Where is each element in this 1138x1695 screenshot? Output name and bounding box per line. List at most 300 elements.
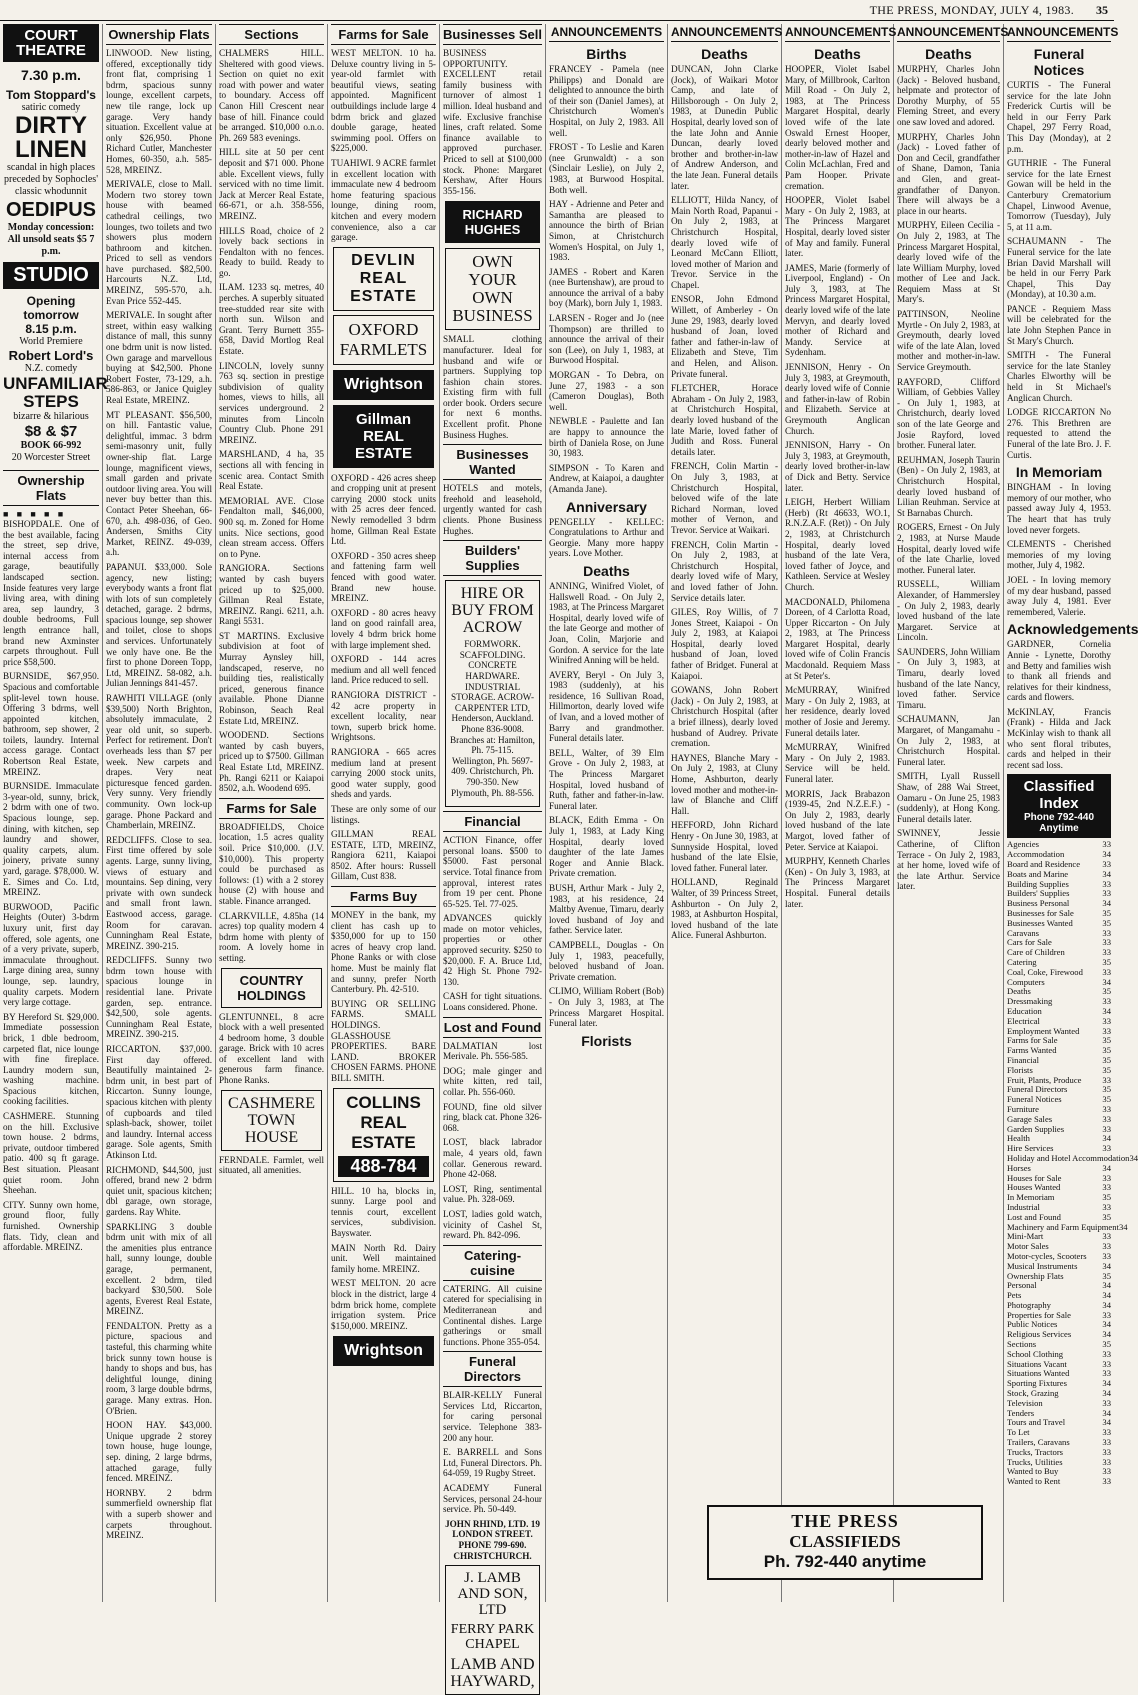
index-entry-label: Computers xyxy=(1007,976,1045,987)
column-7 xyxy=(668,24,782,1602)
death-notice: BUSH, Arthur Mark - July 2, 1983, at his residence, 24 Maltby Avenue, Timaru, dearly loved husband of Joy and father. Service later. xyxy=(549,882,664,936)
index-entry-page: 33 xyxy=(1102,1427,1111,1438)
index-entry-label: Business Personal xyxy=(1007,898,1070,909)
index-entry-label: Coal, Coke, Firewood xyxy=(1007,966,1083,977)
index-entry-page: 34 xyxy=(1118,1221,1128,1232)
listing: ACTION Finance, offer personal loans. $500 to $5000. Fast personal service. Total finance from approval, interest rates from 19 per cent. Phone 65-525. Tel. 77-025. xyxy=(443,835,542,909)
listing: PAPANUI. $33,000. Sole agency, new listing; everybody wants a front flat with lots of sun completely detached, garage. 2 bdrms, spacious lounge, sep shower and toilet, close to shops and services. Unfortunately we only have one. Be the first to phone Doreen Topp, Ltd, MREINZ. 58-082, a.h. Julian Jennings 841-457. xyxy=(106,561,212,689)
index-entry-label: Sections xyxy=(1007,1339,1037,1350)
index-entry-label: Religious Services xyxy=(1007,1329,1072,1340)
heading-ownership-flats-2: Ownership Flats xyxy=(106,24,212,45)
death-notice: REUHMAN, Joseph Taurin (Ben) - On July 2, 1983, at Christchurch Hospital, dearly loved husband of Lilian Reuhman. Service at St Barnabas Church. xyxy=(897,454,1000,518)
index-entry-label: Financial xyxy=(1007,1054,1039,1065)
classified-index-entry xyxy=(1007,1281,1111,1291)
opening: Opening tomorrow xyxy=(23,294,79,322)
column-8 xyxy=(782,24,897,1602)
column-1 xyxy=(0,24,108,1602)
index-entry-page: 33 xyxy=(1102,1182,1111,1193)
index-entry-label: Tenders xyxy=(1007,1407,1035,1418)
heading-deaths-2: Deaths xyxy=(701,46,748,62)
index-entry-label: Lost and Found xyxy=(1007,1211,1061,1222)
listing: MAIN North Rd. Dairy unit. Well maintained family home. MREINZ. xyxy=(331,1242,436,1274)
index-entry-page: 34 xyxy=(1102,1162,1111,1173)
index-entry-page: 34 xyxy=(1102,1005,1111,1016)
death-notice: SAUNDERS, John William - On July 3, 1983, at Timaru, dearly loved husband of the late Nancy, loved father. Service Timaru. xyxy=(897,646,1000,710)
index-entry-page: 34 xyxy=(1102,1388,1111,1399)
index-entry-label: Holiday and Hotel Accommodation xyxy=(1007,1152,1130,1163)
death-notice: ENSOR, John Edmond Willett, of Amberley - On June 29, 1983, dearly loved husband of Joan, loved father and father-in-law of Elizabeth and Steve, Tim and Helen, and Alison. Private funeral. xyxy=(671,294,778,379)
index-entry-page: 34 xyxy=(1102,1378,1111,1389)
classified-index-header xyxy=(1007,774,1111,838)
listing: BROADFIELDS, Choice location, 1.5 acres quality soil. Price $10,000. (J.V. $10,000). This property could be purchased as follows: (1) with a 2 storey house (2) with house and stable. Finance arranged. xyxy=(219,821,324,906)
show3-sub: bizarre & hilarious xyxy=(13,411,89,422)
gillman-logo: Gillman REAL ESTATE xyxy=(333,405,434,468)
listing: LOST, black labrador male, 4 years old, fawn collar. Generous reward. Phone 42-068. xyxy=(443,1137,542,1180)
death-notice: ELLIOTT, Hilda Nancy, of Main North Road, Papanui - On July 2, 1983, at Christchurch Hospital, dearly loved wife of Leonard McCann Elliott, loved mother of Marion and Trevor. Service in the Chapel. xyxy=(671,195,778,290)
index-entry-page: 35 xyxy=(1102,917,1111,928)
index-entry-label: Stock, Grazing xyxy=(1007,1388,1059,1399)
listing: MT PLEASANT. $56,500, on hill. Fantastic value, delightful, immac. 3 bdrm semi-masonry unit, fully owner-ship flat. Large lounge, magnificent views, small garden and private outdoor living area. You will never buy better than this. Contact Peter Sheehan, 66-670, a.h. 498-036, of Geo. Andersen, Smiths City Market, REINZ. 49-039, a.h. xyxy=(106,409,212,558)
listing: MERIVALE, close to Mall. Modern two storey town house with beamed cathedral ceilings, two lounges, two toilets and two showers plus modern bathroom and kitchen. Priced to sell as vendors have purchased. $82,500. Harcourts N.Z. Ltd, MREINZ, 595-570, a.h. Evan Price 552-445. xyxy=(106,179,212,306)
listing: BURNSIDE. Immaculate 3-year-old, sunny, brick, 2 bdrm with one of two. Spacious lounge, sep. dining, with kitchen, sep laundry and shower, quality carpets, alum. joinery, private sunny yard, garage. $78,000. W. E. Simes and Co. Ltd, MREINZ. xyxy=(3,781,99,898)
heading-births: Births xyxy=(586,46,627,62)
death-notice: FLETCHER, Horace Abraham - On July 2, 1983, at Christchurch Hospital, dearly loved husband of the late Marie, loved father of Judith and Ross. Funeral details later. xyxy=(671,383,778,457)
death-notice: ANNING, Winifred Violet, of Hallswell Road. - On July 2, 1983, at The Princess Margaret Hospital, dearly loved wife of the late George and mother of Joan, Colin, Marjorie and Gordon. A service for the late Winifred Anning will be held. xyxy=(549,580,664,666)
listing: LINCOLN, lovely sunny 763 sq. section in prestige subdivision of quality homes, views to hills, all services underground. 2 minutes from Lincoln Country Club. Phone 291 MREINZ. xyxy=(219,360,324,445)
collins-ad xyxy=(333,1088,434,1182)
listing: FERNDALE. Farmlet, well situated, all amenities. xyxy=(219,1154,324,1176)
index-entry-page: 33 xyxy=(1102,1231,1111,1242)
index-entry-label: Employment Wanted xyxy=(1007,1025,1080,1036)
index-entry-page: 34 xyxy=(1102,1290,1111,1301)
index-entry-page: 33 xyxy=(1102,888,1111,899)
index-entry-label: School Clothing xyxy=(1007,1348,1064,1359)
column-3 xyxy=(216,24,328,1602)
listing: CITY. Sunny own home, ground floor, fully furnished. Ownership flats. Tidy, clean and affordable. MREINZ. xyxy=(3,1199,99,1253)
death-notice: DUNCAN, John Clarke (Jock), of Waikari Motor Camp, and late of Hillsborough - On July 2, 1983, at Dunedin Public Hospital, dearly loved son of the late John and Annie Duncan, dearly loved brother and brother-in-law of Andrew Anderson, and the late Jean. Funeral details later. xyxy=(671,64,778,191)
death-notice: SCHAUMANN, Jan Margaret, of Mangamahu - On July 2, 1983, at Christchurch Hospital. Funeral later. xyxy=(897,714,1000,767)
column-4 xyxy=(328,24,440,1602)
index-entry-label: Garden Supplies xyxy=(1007,1123,1065,1134)
death-notice: ROGERS, Ernest - On July 2, 1983, at Nurse Maude Hospital, dearly loved wife of the late Charlie, loved mother. Funeral later. xyxy=(897,522,1000,575)
index-entry-label: Businesses Wanted xyxy=(1007,917,1073,928)
wrightson-logo-1: Wrightson xyxy=(333,370,434,400)
ack-notice: GARDNER, Cornelia Annie - Lynette, Dorothy and Betty and families wish to thank all friends and relatives for their kindness, cards and flowers. xyxy=(1007,639,1111,703)
death-notice: SMITH, Lyall Russell Shaw, of 288 Wai Street, Oamaru - On June 25, 1983 (suddenly), at Hong Kong. Funeral details later. xyxy=(897,771,1000,824)
show-dirty-linen: DIRTY LINEN xyxy=(15,112,87,163)
death-notice: JENNISON, Henry - On July 3, 1983, at Greymouth, dearly loved wife of Connie and father-in-law of Robin and Elizabeth. Service at Greymouth Anglican Church. xyxy=(785,362,890,436)
index-entry-page: 34 xyxy=(1102,898,1111,909)
heading-catering: Catering-cuisine xyxy=(443,1245,542,1281)
listing: OXFORD - 426 acres sheep and cropping unit at present carrying 2000 stock units with 25 acres deer fenced. Newly remodelled 3 bdrm home, Gillman Real Estate Ltd. xyxy=(331,472,436,547)
index-entry-label: Builders' Supplies xyxy=(1007,888,1070,899)
announcements-heading: ANNOUNCEMENTS xyxy=(897,24,1000,42)
heading-funeral-notices: Funeral Notices xyxy=(1033,46,1085,78)
death-notice: MURPHY, Charles John (Jack) - Loved father of Don and Cecil, grandfather of Shane, Damon, Tania and Glen, and great-grandfather of Danyon. There will always be a place in our hearts. xyxy=(897,131,1000,216)
index-entry-page: 33 xyxy=(1102,1015,1111,1026)
press-title: THE PRESS xyxy=(791,1511,899,1531)
index-entry-page: 33 xyxy=(1102,947,1111,958)
listing: E. BARRELL and Sons Ltd, Funeral Directors. Ph. 64-059, 19 Rugby Street. xyxy=(443,1447,542,1479)
index-entry-page: 33 xyxy=(1102,1123,1111,1134)
index-entry-page: 35 xyxy=(1102,908,1111,919)
listing: BUSINESS OPPORTUNITY. EXCELLENT retail family business with turnover of almost 1 million. Ideal husband and wife. Exclusive franchise lines, craft related. Some finance available to approved purchaser. Priced to sell at $100,000 stock. Phone: Margaret Kershaw, After Hours 355-156. xyxy=(443,48,542,196)
page-number: 35 xyxy=(1096,3,1108,17)
funeral-notice: SCHAUMANN - The Funeral service for the late Brian David Marshall will be held in our Ferry Park Chapel, This Day (Monday), at 10.30 a.m. xyxy=(1007,236,1111,300)
listing: MERIVALE. In sought after street, within easy walking distance of mall, this sunny one bdrm unit is now listed. Own garage and marvellous buying at $42,500. Phone Robert Foster, 73-129, a.h. 586-863, or Janice Quigley Real Estate, MREINZ. xyxy=(106,310,212,405)
funeral-notice: LODGE RICCARTON No 276. This Brethren are requested to attend the Funeral of the late Bro. J. F. Curtis. xyxy=(1007,407,1111,460)
listing: BUYING OR SELLING FARMS. SMALL HOLDINGS. GLASSHOUSE PROPERTIES. BARE LAND. BROKER CHOSEN FARMS. PHONE BILL SMITH. xyxy=(331,998,436,1083)
press-classifieds: CLASSIFIEDS xyxy=(789,1532,901,1551)
acrow-title: HIRE OR BUY FROM ACROW xyxy=(451,585,534,637)
index-entry-page: 34 xyxy=(1102,868,1111,879)
index-entry-page: 35 xyxy=(1102,1084,1111,1095)
anniversary-notice: PENGELLY - KELLEC: Congratulations to Arthur and Georgie. Many more happy years. Love Mother. xyxy=(549,516,664,559)
death-notice: McMURRAY, Winifred Mary - On July 2, 1983, at her residence, dearly loved mother of Josie and Jeremy. Funeral details later. xyxy=(785,685,890,738)
masthead-title: THE PRESS, MONDAY, JULY 4, 1983. xyxy=(869,3,1074,17)
index-entry-page: 33 xyxy=(1102,1456,1111,1467)
index-entry-label: Farms for Sale xyxy=(1007,1035,1058,1046)
index-entry-label: Ownership Flats xyxy=(1007,1270,1064,1281)
collins-logo: COLLINS REAL ESTATE xyxy=(346,1092,421,1152)
index-entry-label: Building Supplies xyxy=(1007,878,1069,889)
listing: HORNBY. 2 bdrm summerfield ownership flat with a superb shower and carpets throughout. MREINZ. xyxy=(106,1487,212,1541)
index-entry-label: Houses Wanted xyxy=(1007,1182,1061,1193)
birth-notice: NEWBLE - Paulette and Ian are happy to announce the birth of Daniela Rose, on June 30, 1983. xyxy=(549,416,664,459)
index-entry-page: 33 xyxy=(1102,1074,1111,1085)
index-entry-page: 35 xyxy=(1102,1211,1111,1222)
listing: HILL site at 50 per cent deposit and $71 000. Phone able. Excellent views, fully serviced with no time limit. Jack at Mercer Real Estate, 66-671, or a.h. 358-556, MREINZ. xyxy=(219,147,324,221)
listing: HOTELS and motels, freehold and leasehold, urgently wanted for cash clients. Phone Business Hughes. xyxy=(443,483,542,536)
heading-anniversary: Anniversary xyxy=(566,498,647,515)
index-entry-page: 33 xyxy=(1102,1309,1111,1320)
index-entry-page: 35 xyxy=(1102,1192,1111,1203)
heading-deaths-1: Deaths xyxy=(583,562,630,579)
index-entry-label: Tours and Travel xyxy=(1007,1417,1066,1428)
funeral-notice: SMITH - The Funeral service for the late Stanley Charles Elworthy will be held in St Michael's Anglican Church. xyxy=(1007,350,1111,403)
listing: LOST, ladies gold watch, vicinity of Cashel St, reward. Ph. 842-096. xyxy=(443,1208,542,1241)
index-entry-page: 34 xyxy=(1129,1152,1138,1163)
listing: DALMATIAN lost Merivale. Ph. 556-585. xyxy=(443,1040,542,1062)
index-entry-page: 33 xyxy=(1102,1476,1111,1487)
wrightson-logo-2: Wrightson xyxy=(333,1336,434,1366)
devlin-ad xyxy=(333,247,434,311)
country-holdings-title: COUNTRY HOLDINGS xyxy=(237,972,306,1003)
death-notice: SWINNEY, Jessie Catherine, of Clifton Terrace - On July 2, 1983, at her home, loved wife of the late Arthur. Service later. xyxy=(897,828,1000,892)
heading-financial: Financial xyxy=(443,811,542,832)
listing: FOUND, fine old silver ring, black cat. Phone 326-068. xyxy=(443,1101,542,1133)
classified-index xyxy=(1007,774,1138,1487)
death-notice: JENNISON, Harry - On July 3, 1983, at Greymouth, dearly loved brother-in-law of Dick and Betty. Service later. xyxy=(785,440,890,493)
show-oedipus: OEDIPUS xyxy=(5,199,97,221)
announcements-heading: ANNOUNCEMENTS xyxy=(1007,24,1111,42)
cashmere-title: CASHMERE TOWN HOUSE xyxy=(227,1094,316,1146)
index-entry-page: 33 xyxy=(1102,937,1111,948)
index-entry-page: 35 xyxy=(1102,1094,1111,1105)
index-entry-page: 33 xyxy=(1102,1368,1111,1379)
classified-index-list xyxy=(1007,839,1138,1487)
death-notice: GILES, Roy Willis, of 7 Jones Street, Kaiapoi - On July 2, 1983, at Kaiapoi Hospital, dearly loved husband of Joan, loved father of Bridget. Funeral at Kaiapoi. xyxy=(671,607,778,681)
index-entry-label: Pets xyxy=(1007,1290,1022,1301)
column-10 xyxy=(1004,24,1138,1602)
listing: FENDALTON. Pretty as a picture, spacious and tasteful, this charming white brick sunny town house is handy to shops and bus, has delightful lounge, dining room, 3 large double bdrms, garage. Many extras. Hon. O'Brien. xyxy=(106,1320,212,1416)
listing: WOODEND. Sections wanted by cash buyers, priced up to $7500. Gillman Real Estate Ltd, MREINZ. Ph. Rangi 6211 or Kaiapoi 8502, a.h. Woodend 695. xyxy=(219,730,324,794)
listing: OXFORD - 80 acres heavy land on good rainfall area, lovely 4 bdrm brick home with large implement shed. xyxy=(331,607,436,650)
heading-builders-supplies: Builders' Supplies xyxy=(443,540,542,576)
index-entry-page: 33 xyxy=(1102,1358,1111,1369)
index-entry-label: Accommodation xyxy=(1007,849,1065,860)
index-entry-page: 33 xyxy=(1102,1397,1111,1408)
heading-farms-for-sale-2: Farms for Sale xyxy=(331,24,436,45)
listing: MARSHLAND, 4 ha, 35 sections all with fencing in scenic area. Contact Smith Real Estate. xyxy=(219,449,324,492)
listing: CASH for tight situations. Loans considered. Phone. xyxy=(443,991,542,1013)
death-notice: CLIMO, William Robert (Bob) - On July 3, 1983, at The Princess Margaret Hospital. Funeral later. xyxy=(549,986,664,1029)
index-entry-label: Mini-Mart xyxy=(1007,1231,1044,1242)
index-entry-page: 34 xyxy=(1102,976,1111,987)
index-entry-page: 35 xyxy=(1102,1035,1111,1046)
index-entry-label: Machinery and Farm Equipment xyxy=(1007,1221,1119,1232)
listing: SPARKLING 3 double bdrm unit with mix of all the amenities plus entrance hall, sunny lounge, double garage, permanent, excellent. 2 bdrm, tiled backyard $30,500. Sole agents, Everest Real Estate, MREINZ. xyxy=(106,1221,212,1317)
birth-notice: FROST - To Leslie and Karen (nee Grunwaldt) - a son (Sinclair Leslie), on July 2, 1983, at Burwood Hospital. Both well. xyxy=(549,142,664,195)
death-notice: FRENCH, Colin Martin - On July 3, 1983, at Christchurch Hospital, beloved wife of the late Richard Norman, loved mother of Vernon, and Trevor. Service at Waikari. xyxy=(671,461,778,535)
death-notice: HOOPER, Violet Isabel Mary - On July 2, 1983, at The Princess Margaret Hospital, dearly loved sister of May and family. Funeral later. xyxy=(785,195,890,259)
index-entry-label: Motor Sales xyxy=(1007,1241,1049,1252)
index-entry-label: Businesses for Sale xyxy=(1007,908,1074,919)
listing: CLARKVILLE, 4.85ha (14 acres) top quality modern 4 bdrm home with plenty of room. A lovely home in setting. xyxy=(219,910,324,963)
death-notice: PATTINSON, Neoline Myrtle - On July 2, 1983, at Greymouth, dearly loved wife of the late Alan, loved mother and mother-in-law. Service Greymouth. xyxy=(897,309,1000,373)
listing: MEMORIAL AVE. Close Fendalton mall, $46,000, 900 sq. m. Zoned for Home units. Nice sections, good clean stream access. Offers on to Pyne. xyxy=(219,495,324,559)
listing: RANGIORA - 665 acres medium land at present carrying 2000 stock units, good water supply, good sheds and yards. xyxy=(331,746,436,800)
index-entry-label: Electrical xyxy=(1007,1015,1040,1026)
announcements-heading: ANNOUNCEMENTS xyxy=(671,24,778,42)
collins-phone: 488-784 xyxy=(338,1156,429,1177)
heading-funeral-directors: Funeral Directors xyxy=(443,1351,542,1387)
death-notice: MURPHY, Kenneth Charles (Ken) - On July 3, 1983, at The Princess Margaret Hospital. Funeral details later. xyxy=(785,856,890,909)
theatre-address: 20 Worcester Street xyxy=(11,452,91,463)
classified-index-entry xyxy=(1007,1477,1111,1487)
listing: LINWOOD. New listing, offered, exceptionally tidy front flat, comprising 1 bdrm, spacious sunny lounge, excellent carpets, new tile range, lock up garage. Very handy situation. Excellent value at only $26,950. Phone Richard Cutler, Manchester Homes, 60-350, a.h. 585-528, MREINZ. xyxy=(106,48,212,175)
heading-deaths-3: Deaths xyxy=(814,46,861,62)
index-entry-label: Situations Vacant xyxy=(1007,1358,1067,1369)
index-entry-label: Photography xyxy=(1007,1299,1051,1310)
index-entry-page: 33 xyxy=(1102,966,1111,977)
ferry-park-chapel: FERRY PARK CHAPEL xyxy=(450,1622,535,1653)
index-entry-label: Board and Residence xyxy=(1007,859,1081,870)
index-entry-label: Boats and Marine xyxy=(1007,868,1069,879)
lamb-hayward: LAMB AND HAYWARD, xyxy=(450,1656,535,1691)
death-notice: HOOPER, Violet Isabel Mary, of Millbrook, Carlton Mill Road - On July 2, 1983, at The Princess Margaret Hospital, dearly loved wife of the late Oswald Ernest Hooper, dearly beloved mother and mother-in-law of Hazel and Colin McLachlan, Fred and Pam Hooper. Private cremation. xyxy=(785,64,890,191)
index-entry-page: 33 xyxy=(1102,878,1111,889)
index-entry-label: Motor-cycles, Scooters xyxy=(1007,1250,1087,1261)
index-entry-label: Trucks, Tractors xyxy=(1007,1446,1064,1457)
death-notice: RUSSELL, William Alexander, of Hammersley - On July 2, 1983, dearly loved husband of the late Margaret. Service at Lincoln. xyxy=(897,579,1000,643)
death-notice: HAYNES, Blanche Mary - On July 2, 1983, at Cluny Home, Ashburton, dearly loved mother and mother-in-law of Blanche and Cliff Hall. xyxy=(671,752,778,816)
rhind-ad: JOHN RHIND, LTD. 19 LONDON STREET. PHONE 799-690. CHRISTCHURCH. xyxy=(445,1518,540,1561)
column-6 xyxy=(546,24,668,1602)
birth-notice: HAY - Adrienne and Peter and Samantha are pleased to announce the birth of Brian Simon, at Christchurch Women's Hospital, on July 1, 1983. xyxy=(549,199,664,263)
show-time: 7.30 p.m. xyxy=(21,67,81,83)
oxford-ad xyxy=(333,315,434,365)
death-notice: HEFFORD, John Richard Henry - On June 30, 1983, at Sunnyside Hospital, loved husband of the late Elsie, loved father. Funeral later. xyxy=(671,820,778,873)
index-entry-label: Hire Services xyxy=(1007,1143,1054,1154)
index-entry-label: Fruit, Plants, Produce xyxy=(1007,1074,1082,1085)
heading-farms-buy: Farms Buy xyxy=(331,886,436,907)
listing: OXFORD - 350 acres sheep and fattening farm well fenced with good water. Brand new house. MREINZ. xyxy=(331,550,436,604)
masthead xyxy=(0,0,1114,21)
playwright: Robert Lord's xyxy=(8,348,94,363)
listing: REDCLIFFS. Sunny two bdrm town house with spacious lounge in residential lane. Private garden, sep. entrance. $42,500, sole agents. Cunningham Real Estate, MREINZ. 390-215. xyxy=(106,955,212,1040)
index-entry-page: 33 xyxy=(1102,1143,1111,1154)
death-notice: MURPHY, Eileen Cecilia - On July 2, 1983, at The Princess Margaret Hospital, dearly loved wife of the late William Murphy, loved mother of Lee and Jack. Requiem Mass at St Mary's. xyxy=(897,220,1000,305)
index-entry-label: Caravans xyxy=(1007,927,1039,938)
index-entry-page: 33 xyxy=(1102,1437,1111,1448)
index-entry-page: 34 xyxy=(1102,1299,1111,1310)
birth-notice: MORGAN - To Debra, on June 27, 1983 - a son (Cameron Douglas), Both well. xyxy=(549,370,664,412)
listing: GLENTUNNEL, 8 acre block with a well presented 4 bedroom home, 3 double garage. Brick with 10 acres of excellent land with generous farm finance. Phone Ranks. xyxy=(219,1011,324,1086)
death-notice: MURPHY, Charles John (Jack) - Beloved husband, helpmate and protector of Dorothy Murphy, of 55 Fleming Street, and every one saw loved and adored. xyxy=(897,64,1000,127)
prices: $8 & $7 xyxy=(24,423,78,440)
listing: BISHOPDALE. One of the best available, facing the street, sep drive, internal access from garage, beautifully landscaped section. Inside features very large living area, with dining area, sep laundry, 3 double bedrooms, Full length entrance hall, brand new Axminster carpets throughout. Full price $58,500. xyxy=(3,519,99,667)
heading-farms-for-sale-1: Farms for Sale xyxy=(219,798,324,819)
heading-businesses-wanted: Businesses Wanted xyxy=(443,444,542,480)
book-phone: BOOK 66-992 xyxy=(20,440,82,451)
index-entry-label: Farms Wanted xyxy=(1007,1045,1057,1056)
death-notice: MACDONALD, Philomena Doreen, of 4 Carlotta Road, Upper Riccarton - On July 2, 1983, at The Princess Margaret Hospital, dearly loved wife of Colin Francis Macdonald. Requiem Mass at St Peter's. xyxy=(785,596,890,681)
show-unfamiliar-steps: UNFAMILIAR STEPS xyxy=(3,374,108,411)
listing: OXFORD - 144 acres medium and all well fenced land. Price reduced to sell. xyxy=(331,654,436,686)
index-entry-page: 35 xyxy=(1102,1064,1111,1075)
memoriam-notice: CLEMENTS - Cherished memories of my loving mother, July 4, 1982. xyxy=(1007,539,1111,571)
listing: BURNSIDE, $67,950. Spacious and comfortable split-level town house. Offering 3 bdrms, well appointed kitchen, bathroom, sep shower, 2 toilets, laundry. Internal access garage. Contact Robertson Real Estate, MREINZ. xyxy=(3,671,99,777)
studio-logo: STUDIO xyxy=(3,262,99,289)
index-entry-page: 35 xyxy=(1102,1270,1111,1281)
index-entry-label: Musical Instruments xyxy=(1007,1260,1078,1271)
index-entry-label: Horses xyxy=(1007,1162,1031,1173)
listing: BLAIR-KELLY Funeral Services Ltd, Riccarton, for caring personal service. Telephone 383-200 any hour. xyxy=(443,1390,542,1443)
column-2 xyxy=(103,24,216,1602)
index-entry-page: 34 xyxy=(1102,1260,1111,1271)
index-entry-page: 35 xyxy=(1102,1045,1111,1056)
heading-acknowledgements: Acknowledgements xyxy=(1007,621,1138,638)
divider-dots: ■ ■ ■ ■ ■ xyxy=(3,509,67,519)
birth-notice: FRANCEY - Pamela (nee Philipps) and Donald are delighted to announce the birth of their son (Daniel James), at Christchurch Women's Hospital, on July 2, 1983. All well. xyxy=(549,64,664,138)
index-entry-label: Properties for Sale xyxy=(1007,1309,1071,1320)
index-entry-page: 35 xyxy=(1102,1054,1111,1065)
memoriam-notice: JOEL - In loving memory of my dear husband, passed away July 4, 1981. Ever remembered, Valerie. xyxy=(1007,574,1111,617)
announcements-heading: ANNOUNCEMENTS xyxy=(785,24,890,42)
listing: CHALMERS HILL. Sheltered with good views. Section on quiet no exit road with power and water to boundary. Access off Canon Hill Crescent near base of hill. Finance could be arranged. $10,000 o.n.o. Ph. 269 583 evenings. xyxy=(219,48,324,143)
heading-florists: Florists xyxy=(581,1032,632,1049)
index-entry-label: Trailers, Caravans xyxy=(1007,1437,1070,1448)
index-entry-page: 35 xyxy=(1102,986,1111,997)
death-notice: GOWANS, John Robert (Jack) - On July 2, 1983, at Christchurch Hospital (after a brief illness), dearly loved husband of Audrey. Private cremation. xyxy=(671,685,778,749)
memoriam-notice: BINGHAM - In loving memory of our mother, who passed away July 4, 1953. The heart that has truly loved never forgets. xyxy=(1007,482,1111,535)
index-entry-label: Funeral Directors xyxy=(1007,1084,1068,1095)
ack-notice: McKINLAY, Francis (Frank) - Hilda and Jack McKinlay wish to thank all who sent floral tributes, cards and helped in their recent sad loss. xyxy=(1007,706,1111,770)
court-theatre-logo: COURT THEATRE xyxy=(3,24,99,62)
listing: BY Hereford St. $29,000. Immediate possession brick, 1 dble bedroom, carpeted flat, nice lounge with fine fireplace. Laundry modern sun, washing machine. Spacious kitchen, cooking facilities. xyxy=(3,1011,99,1107)
listing: RANGIORA. Sections wanted by cash buyers priced up to $25,000. Gillman Real Estate, MREINZ. Rangi. 6211, a.h. Rangi 5531. xyxy=(219,563,324,627)
index-entry-label: Furniture xyxy=(1007,1103,1039,1114)
listing: TUAHIWI. 9 ACRE farmlet in excellent location with immaculate new 4 bedroom home featuring spacious lounge, dining room, kitchen and every modern convenience, also a car garage. xyxy=(331,157,436,243)
death-notice: BLACK, Edith Emma - On July 1, 1983, at Lady King Hospital, dearly loved daughter of the late James Roger and Annie Black. Private cremation. xyxy=(549,815,664,879)
listing: RANGIORA DISTRICT - 42 acre property in excellent locality, near town, superb brick home. Wrightsons. xyxy=(331,689,436,743)
index-entry-page: 33 xyxy=(1102,1250,1111,1261)
column-9 xyxy=(894,24,1009,1602)
index-entry-label: Trucks, Utilities xyxy=(1007,1456,1063,1467)
listing: WEST MELTON. 10 ha. Deluxe country living in 5-year-old farmlet with beautiful views, seating appointed. Magnificent outbuildings include large 4 bdrm brick and glazed double garage, heated swimming pool. Offers on $225,000. xyxy=(331,48,436,154)
listing: ACADEMY Funeral Services, personal 24-hour service. Ph. 50-449. xyxy=(443,1483,542,1515)
heading-ownership-flats-1: Ownership Flats xyxy=(3,470,99,506)
listing: RICCARTON. $37,000. First day offered. Beautifully maintained 2-bdrm unit, in best part of Riccarton. Sunny lounge, spacious kitchen with plenty of cupboards and tiled splash-back, shower, toilet and laundry. Internal access garage. Sole agents, Smith Atkinson Ltd. xyxy=(106,1044,212,1160)
death-notice: JAMES, Marie (formerly of Liverpool, England) - On July 3, 1983, at The Princess Margaret Hospital, dearly loved wife of the late Mervyn, and dearly loved mother of Richard and Mandy. Service at Sydenham. xyxy=(785,262,890,358)
heading-in-memoriam: In Memoriam xyxy=(1015,464,1103,481)
devlin-logo: DEVLIN REAL ESTATE xyxy=(350,251,417,305)
listing: CASHMERE. Stunning on the hill. Exclusive town house. 2 bdrms, private, outdoor timbered patio. 400 sq ft garage. Best situation. Pleasant quiet room. John Sheehan. xyxy=(3,1111,99,1196)
index-entry-page: 33 xyxy=(1102,1172,1111,1183)
preceded-by: preceded by Sophocles' classic whodunnit xyxy=(4,174,98,197)
opening-time: 8.15 p.m. xyxy=(25,322,77,336)
index-entry-page: 34 xyxy=(1102,1133,1111,1144)
index-entry-label: Wanted to Buy xyxy=(1007,1466,1059,1477)
index-entry-label: Catering xyxy=(1007,957,1037,967)
listing: RAWHITI VILLAGE (only $39,500) North Brighton, absolutely immaculate, 2 year old unit, so superb. Perfect for retirement. Don't overheads less than $7 per week. New carpets and drapes. Very neat picturesque fenced garden. Very sunny. Very friendly community. Own lock-up garage. Phone Packard and Chamberlain, MREINZ. xyxy=(106,693,212,831)
listing: SMALL clothing manufacturer. Ideal for husband and wife or partners. Supplying top fashion chain stores. Existing firm with full order book. Orders secure for next 6 months. Excellent profit. Phone Business Hughes. xyxy=(443,334,542,440)
own-business-ad xyxy=(445,248,540,330)
index-entry-label: Wanted to Rent xyxy=(1007,1476,1061,1487)
premiere: World Premiere xyxy=(19,336,83,347)
birth-notice: JAMES - Robert and Karen (nee Burtenshaw), are proud to announce the arrival of a baby boy (Mark), born July 1, 1983. xyxy=(549,266,664,309)
death-notice: McMURRAY, Winifred Mary - On July 2, 1983. Service will be held. Funeral later. xyxy=(785,742,890,784)
press-classifieds-ad xyxy=(707,1505,983,1580)
index-entry-label: Deaths xyxy=(1007,986,1031,997)
index-entry-page: 34 xyxy=(1102,1280,1111,1291)
listing: HILLS Road, choice of 2 lovely back sections in Fendalton with no fences. Ready to build. Ready to go. xyxy=(219,225,324,278)
classified-index-phone: Phone 792-440 Anytime xyxy=(1023,812,1095,835)
index-entry-label: Funeral Notices xyxy=(1007,1094,1062,1105)
index-entry-label: Situations Wanted xyxy=(1007,1368,1070,1379)
death-notice: MORRIS, Jack Brabazon (1939-45, 2nd N.Z.E.F.) - On July 2, 1983, dearly loved husband of the late Margot, loved father of Peter. Service at Kaiapoi. xyxy=(785,788,890,852)
acrow-ad xyxy=(445,580,540,807)
index-entry-label: Care of Children xyxy=(1007,947,1065,958)
country-holdings-ad xyxy=(221,968,322,1008)
heading-deaths-4: Deaths xyxy=(925,46,972,62)
death-notice: FRENCH, Colin Martin - On July 2, 1983, at Christchurch Hospital, dearly loved wife of Mary, and loved father of John. Service details later. xyxy=(671,539,778,603)
genre: satiric comedy xyxy=(21,102,81,113)
index-entry-label: Garage Sales xyxy=(1007,1113,1053,1124)
index-entry-page: 33 xyxy=(1102,927,1111,938)
index-entry-page: 33 xyxy=(1102,839,1111,850)
acrow-details: FORMWORK. SCAFFOLDING. CONCRETE HARDWARE. INDUSTRIAL STORAGE. ACROW-CARPENTER LTD, Henderson, Auckland. Phone 836-9008. Branches at: Hamilton, Ph. 75-115. Wellington, Ph. 5697-409. Christchurch, Ph. 790-350. New Plymouth, Ph. 88-556. xyxy=(450,639,535,798)
index-entry-page: 33 xyxy=(1102,996,1111,1007)
hughes-logo: RICHARD HUGHES xyxy=(445,201,540,243)
index-entry-page: 33 xyxy=(1102,1103,1111,1114)
author: Tom Stoppard's xyxy=(6,88,96,102)
death-notice: LEIGH, Herbert William (Herb) (Rt 46633, WO.1, R.N.Z.A.F. (Ret)) - On July 2, 1983, at Christchurch Hospital, dearly loved husband of the late Vera, loved father of Joyce, and Kathleen. Service at Wesley Church. xyxy=(785,497,890,592)
announcements-heading: ANNOUNCEMENTS xyxy=(549,24,664,42)
index-entry-page: 34 xyxy=(1102,1319,1111,1330)
index-entry-page: 33 xyxy=(1102,859,1111,870)
index-entry-page: 34 xyxy=(1102,1407,1111,1418)
listing: RICHMOND, $44,500, just offered, brand new 2 bdrm quiet unit, spacious kitchen; dbl garage, own storage, gardens. Ray White. xyxy=(106,1164,212,1217)
index-entry-page: 33 xyxy=(1102,1113,1111,1124)
funeral-notice: PANCE - Requiem Mass will be celebrated for the late John Stephen Pance in St Mary's Church. xyxy=(1007,303,1111,346)
listing: LOST, Ring, sentimental value. Ph. 328-069. xyxy=(443,1183,542,1205)
index-entry-label: Houses for Sale xyxy=(1007,1172,1062,1183)
lamb-title: J. LAMB AND SON, LTD xyxy=(457,1570,528,1619)
index-entry-page: 34 xyxy=(1102,849,1111,860)
listing: ADVANCES quickly made on motor vehicles, properties or other approved security. $250 to $20,000. F. A. Bruce Ltd, 42 High St. Phone 792-130. xyxy=(443,913,542,987)
